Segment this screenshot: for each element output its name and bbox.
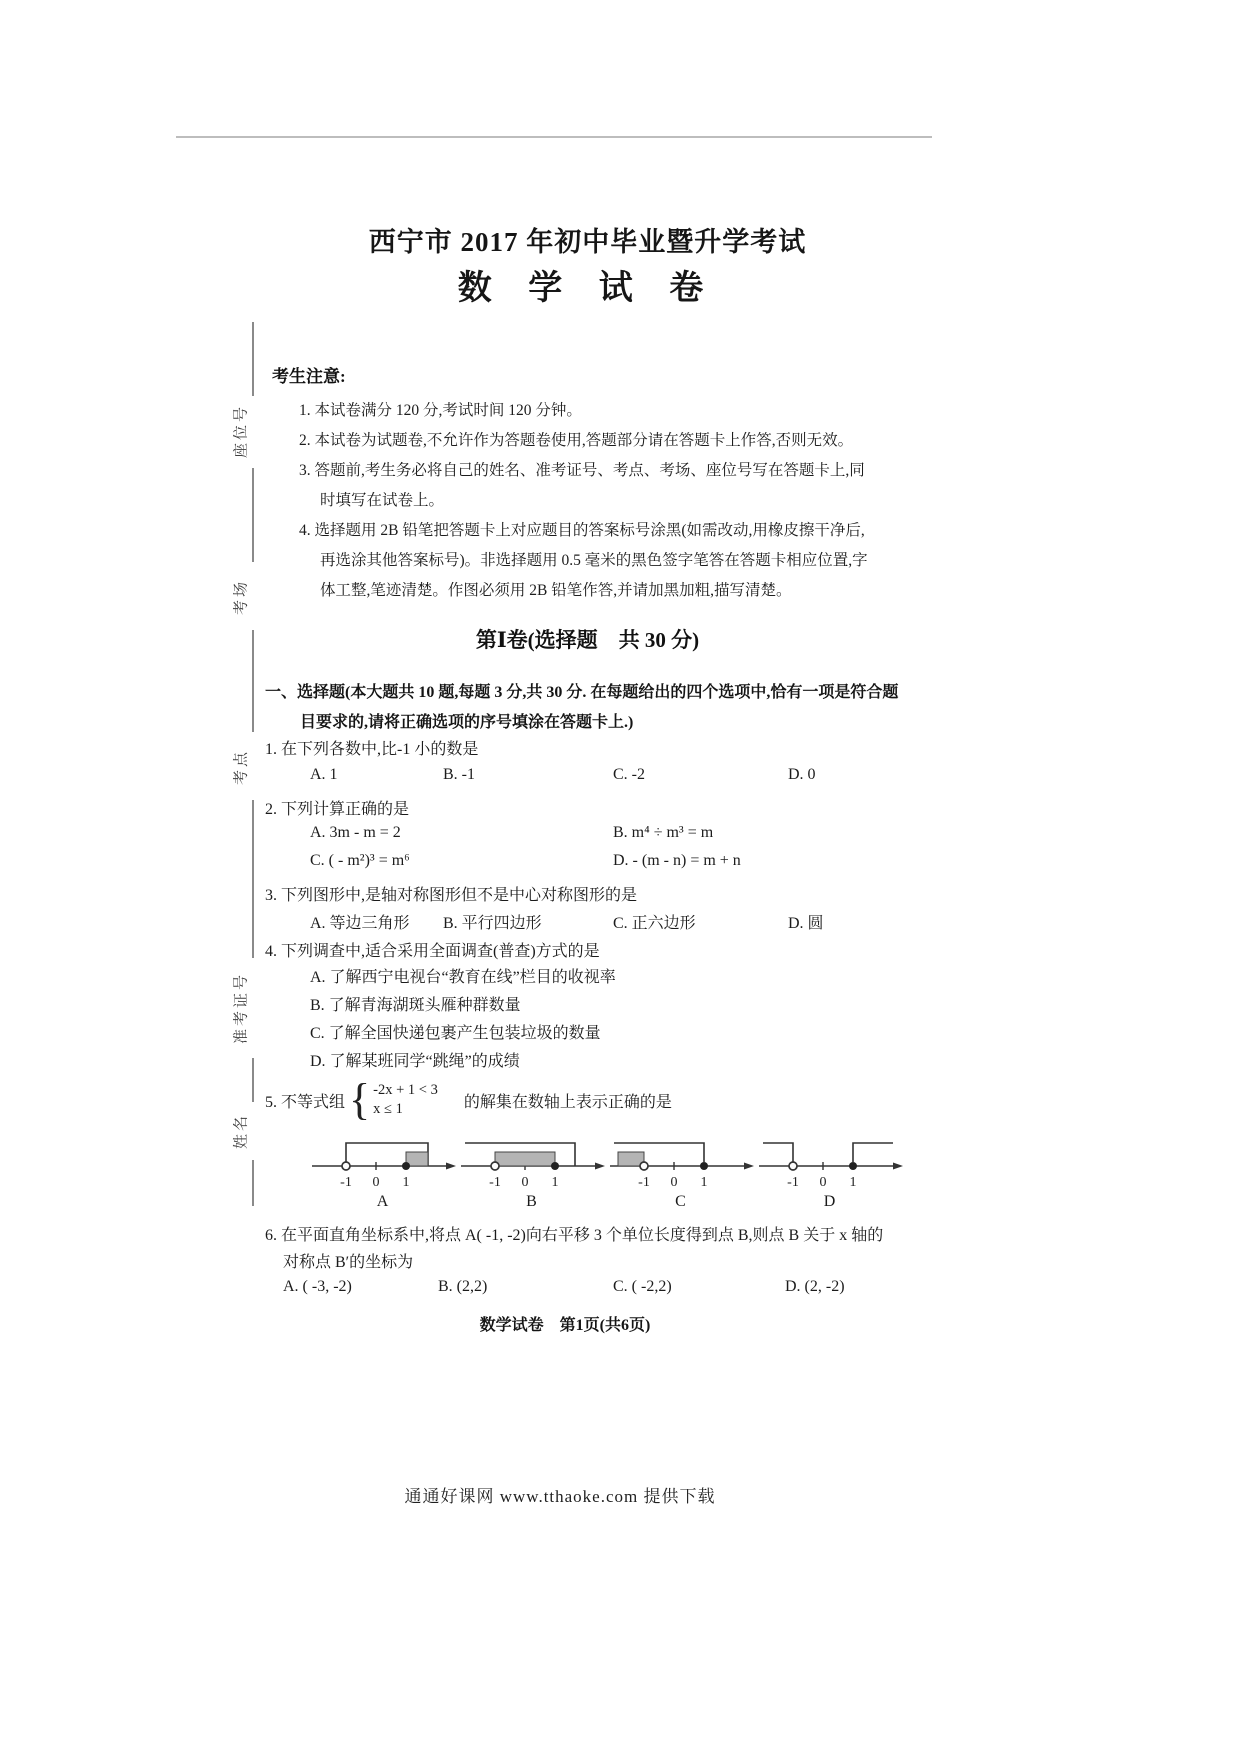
option: A. 了解西宁电视台“教育在线”栏目的收视率 — [310, 969, 616, 986]
margin-label-exam-room: 考场 — [233, 578, 250, 616]
margin-blank-line — [252, 322, 254, 396]
section-1-instructions — [265, 678, 913, 738]
option: C. ( - m²)³ = m⁶ — [310, 852, 410, 869]
axis-arrow-icon — [595, 1163, 605, 1170]
exam-subtitle: 数 学 试 卷 — [457, 270, 718, 307]
option: A. 3m - m = 2 — [310, 824, 401, 841]
closed-dot — [849, 1162, 857, 1170]
notice-heading: 考生注意: — [272, 367, 346, 386]
tick-label: 0 — [819, 1175, 827, 1190]
question-2-stem: 2. 下列计算正确的是 — [265, 801, 410, 818]
question-1-stem: 1. 在下列各数中,比-1 小的数是 — [265, 741, 479, 758]
closed-dot — [402, 1162, 410, 1170]
margin-blank-line — [252, 1058, 254, 1102]
page-number-footer: 数学试卷 第1页(共6页) — [479, 1317, 651, 1334]
option: D. 了解某班同学“跳绳”的成绩 — [310, 1053, 520, 1070]
tick-label: -1 — [638, 1175, 650, 1190]
margin-blank-line — [252, 468, 254, 562]
notice-item: 3. 答题前,考生务必将自己的姓名、准考证号、考点、考场、座位号写在答题卡上,同时填写在试卷上。 — [299, 462, 865, 509]
tick-label: 1 — [402, 1175, 410, 1190]
notice-item: 1. 本试卷满分 120 分,考试时间 120 分钟。 — [299, 402, 582, 419]
option: A. ( -3, -2) — [283, 1278, 352, 1295]
shaded-region — [495, 1152, 555, 1166]
number-line-d — [755, 1126, 904, 1192]
tick-label: 1 — [849, 1175, 857, 1190]
question-5-prefix: 5. 不等式组 — [265, 1093, 346, 1111]
diagram-letter: D — [823, 1193, 836, 1210]
axis-arrow-icon — [893, 1163, 903, 1170]
question-2-options-row-1 — [310, 824, 910, 842]
question-3-options — [310, 910, 915, 933]
margin-blank-line — [252, 800, 254, 958]
number-line-diagram-a — [308, 1126, 457, 1211]
page-title: 西宁市 2017 年初中毕业暨升学考试 — [368, 227, 807, 257]
question-5-suffix: 的解集在数轴上表示正确的是 — [463, 1093, 672, 1111]
margin-label-seat-number: 座位号 — [233, 403, 250, 459]
instructions-line-1: 一、选择题(本大题共 10 题,每题 3 分,共 30 分. 在每题给出的四个选项中,恰有一项是符合题 — [265, 684, 899, 701]
number-line-diagram-b — [457, 1126, 606, 1211]
question-1-options — [310, 766, 915, 784]
question-6-options — [283, 1278, 888, 1296]
notice-item: 4. 选择题用 2B 铅笔把答题卡上对应题目的答案标号涂黑(如需改动,用橡皮擦干净后,再选涂其他答案标号)。非选择题用 0.5 毫米的黑色签字笔答在答题卡相应位置,字体工整,笔迹清楚。作图必须用 2B 铅笔作答,并请加黑加粗,描写清楚。 — [299, 522, 868, 599]
tick-label: 0 — [670, 1175, 678, 1190]
question-5-diagrams — [308, 1126, 908, 1211]
number-line-b — [457, 1126, 606, 1192]
option: A. 1 — [310, 766, 338, 783]
question-3-stem: 3. 下列图形中,是轴对称图形但不是中心对称图形的是 — [265, 887, 638, 904]
margin-label-name: 姓名 — [233, 1112, 250, 1150]
question-2-options-row-2 — [310, 852, 910, 870]
option: D. (2, -2) — [785, 1278, 845, 1295]
right-bracket — [853, 1143, 893, 1162]
open-circle — [342, 1162, 350, 1170]
option: B. 了解青海湖斑头雁种群数量 — [310, 997, 521, 1014]
question-5-stem — [265, 1076, 672, 1124]
brace-glyph: { — [349, 1075, 371, 1124]
page-top-rule — [176, 136, 932, 138]
question-4-stem: 4. 下列调查中,适合采用全面调查(普查)方式的是 — [265, 943, 600, 960]
number-line-c — [606, 1126, 755, 1192]
section-1-heading: 第Ⅰ卷(选择题 共 30 分) — [475, 628, 700, 652]
tick-label: 0 — [521, 1175, 529, 1190]
closed-dot — [700, 1162, 708, 1170]
diagram-letter: B — [526, 1193, 537, 1210]
axis-arrow-icon — [744, 1163, 754, 1170]
tick-label: -1 — [340, 1175, 352, 1190]
option: A. 等边三角形 — [310, 915, 410, 932]
number-line-a — [308, 1126, 457, 1192]
margin-label-admission-no: 准考证号 — [233, 971, 250, 1045]
left-bracket — [763, 1143, 793, 1162]
axis-arrow-icon — [446, 1163, 456, 1170]
tick-label: -1 — [787, 1175, 799, 1190]
instructions-line-2: 目要求的,请将正确选项的序号填涂在答题卡上.) — [300, 714, 634, 731]
open-circle — [491, 1162, 499, 1170]
number-line-diagram-c — [606, 1126, 755, 1211]
question-6-stem-line-1: 6. 在平面直角坐标系中,将点 A( -1, -2)向右平移 3 个单位长度得到点 B,则点 B 关于 x 轴的 — [265, 1227, 884, 1244]
question-4-options — [310, 964, 616, 1076]
tick-label: 1 — [700, 1175, 708, 1190]
option: B. (2,2) — [438, 1278, 488, 1295]
option: B. -1 — [443, 766, 475, 783]
number-line-diagram-d — [755, 1126, 904, 1211]
notice-list — [265, 396, 877, 606]
diagram-letter: A — [376, 1193, 389, 1210]
inequality-2: x ≤ 1 — [373, 1101, 403, 1117]
option: D. 圆 — [788, 915, 824, 932]
diagram-letter: C — [675, 1193, 686, 1210]
option: C. ( -2,2) — [613, 1278, 672, 1295]
option: B. m⁴ ÷ m³ = m — [613, 824, 714, 841]
option: D. 0 — [788, 766, 816, 783]
open-circle — [789, 1162, 797, 1170]
tick-label: 1 — [551, 1175, 559, 1190]
question-6-stem-line-2: 对称点 B′的坐标为 — [283, 1254, 414, 1271]
option: C. 正六边形 — [613, 915, 696, 932]
tick-label: -1 — [489, 1175, 501, 1190]
margin-blank-line — [252, 630, 254, 732]
option: C. 了解全国快递包裹产生包装垃圾的数量 — [310, 1025, 601, 1042]
open-circle — [640, 1162, 648, 1170]
download-watermark: 通通好课网 www.tthaoke.com 提供下载 — [404, 1487, 716, 1506]
inequality-1: -2x + 1 < 3 — [373, 1082, 438, 1098]
tick-label: 0 — [372, 1175, 380, 1190]
closed-dot — [551, 1162, 559, 1170]
margin-blank-line — [252, 1160, 254, 1206]
inequality-system — [373, 1081, 438, 1119]
notice-item: 2. 本试卷为试题卷,不允许作为答题卷使用,答题部分请在答题卡上作答,否则无效。 — [299, 432, 854, 449]
margin-label-exam-site: 考点 — [233, 748, 250, 786]
option: D. - (m - n) = m + n — [613, 852, 741, 869]
option: C. -2 — [613, 766, 645, 783]
option: B. 平行四边形 — [443, 915, 542, 932]
